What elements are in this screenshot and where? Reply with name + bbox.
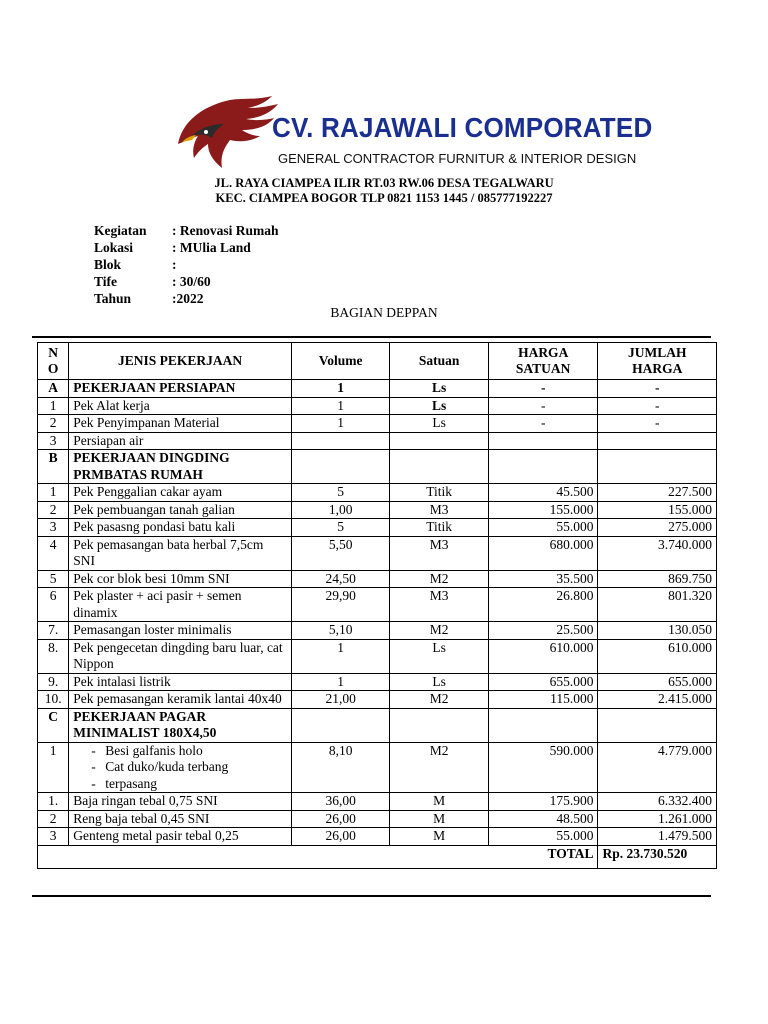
row-unit: M3: [390, 536, 488, 570]
row-no: 6: [38, 588, 69, 622]
info-row-kegiatan: [94, 222, 279, 239]
row-no: 8.: [38, 639, 69, 673]
header-no: N O: [38, 343, 69, 380]
info-label: Lokasi: [94, 240, 134, 255]
row-volume: 36,00: [291, 793, 390, 811]
row-unit-price: 680.000: [488, 536, 598, 570]
row-unit: Titik: [390, 519, 488, 537]
row-unit-price: [488, 432, 598, 450]
table-row: [38, 484, 717, 502]
row-no: 1.: [38, 793, 69, 811]
row-job: Pek pasasng pondasi batu kali: [69, 519, 292, 537]
row-job: Pek Penyimpanan Material: [69, 415, 292, 433]
row-volume: 26,00: [291, 828, 390, 846]
row-total-price: -: [598, 415, 717, 433]
row-no: 1: [38, 742, 69, 793]
row-job: Pek Penggalian cakar ayam: [69, 484, 292, 502]
company-logo: [172, 92, 282, 172]
row-job: Pek pembuangan tanah galian: [69, 501, 292, 519]
row-unit-price: 55.000: [488, 828, 598, 846]
row-job: PEKERJAAN PERSIAPAN: [69, 380, 292, 398]
info-value: :: [172, 257, 177, 272]
row-no: 2: [38, 415, 69, 433]
sub-item: - Cat duko/kuda terbang: [91, 759, 287, 776]
row-unit-price: 655.000: [488, 673, 598, 691]
row-job: Reng baja tebal 0,45 SNI: [69, 810, 292, 828]
row-total-price: 801.320: [598, 588, 717, 622]
row-unit: [390, 450, 488, 484]
row-job: Persiapan air: [69, 432, 292, 450]
row-no: B: [38, 450, 69, 484]
total-value: Rp. 23.730.520: [598, 845, 717, 868]
row-no: C: [38, 708, 69, 742]
header-unit-price: HARGA SATUAN: [488, 343, 598, 380]
table-row: [38, 810, 717, 828]
row-job: Genteng metal pasir tebal 0,25: [69, 828, 292, 846]
row-unit-price: 115.000: [488, 691, 598, 709]
row-volume: 5: [291, 519, 390, 537]
section-title: BAGIAN DEPPAN: [330, 305, 438, 320]
table-row: [38, 432, 717, 450]
row-unit: M2: [390, 742, 488, 793]
table-row: [38, 793, 717, 811]
row-no: 1: [38, 397, 69, 415]
row-total-price: 1.261.000: [598, 810, 717, 828]
table-row: [38, 828, 717, 846]
table-row: [38, 622, 717, 640]
row-unit: M: [390, 810, 488, 828]
row-unit: Ls: [390, 415, 488, 433]
row-job: [69, 742, 292, 793]
table-body: [38, 380, 717, 846]
row-total-price: [598, 450, 717, 484]
row-volume: 21,00: [291, 691, 390, 709]
row-unit-price: -: [488, 415, 598, 433]
info-value: :2022: [172, 291, 204, 306]
row-no: 2: [38, 810, 69, 828]
row-no: 2: [38, 501, 69, 519]
row-job: Pek pemasangan keramik lantai 40x40: [69, 691, 292, 709]
row-unit-price: 25.500: [488, 622, 598, 640]
row-job: Pek intalasi listrik: [69, 673, 292, 691]
row-unit: Ls: [390, 639, 488, 673]
row-volume: 1: [291, 415, 390, 433]
info-row-blok: [94, 256, 279, 273]
row-unit-price: [488, 450, 598, 484]
row-no: 7.: [38, 622, 69, 640]
row-unit-price: 48.500: [488, 810, 598, 828]
row-volume: 24,50: [291, 570, 390, 588]
row-no: 5: [38, 570, 69, 588]
row-no: 10.: [38, 691, 69, 709]
row-unit-price: [488, 708, 598, 742]
boq-table: [37, 342, 717, 869]
info-row-tife: [94, 273, 279, 290]
table-row: [38, 501, 717, 519]
row-job: Pemasangan loster minimalis: [69, 622, 292, 640]
table-row: [38, 415, 717, 433]
table-row: [38, 397, 717, 415]
header-job: JENIS PEKERJAAN: [69, 343, 292, 380]
row-job: Pek cor blok besi 10mm SNI: [69, 570, 292, 588]
header-volume: Volume: [291, 343, 390, 380]
row-unit: M2: [390, 570, 488, 588]
row-total-price: -: [598, 380, 717, 398]
row-total-price: 130.050: [598, 622, 717, 640]
row-total-price: 610.000: [598, 639, 717, 673]
row-unit: Ls: [390, 673, 488, 691]
info-label: Tahun: [94, 291, 132, 306]
table-row: [38, 519, 717, 537]
table-header-row: [38, 343, 717, 380]
row-job: Pek plaster + aci pasir + semen dinamix: [69, 588, 292, 622]
row-total-price: [598, 708, 717, 742]
row-total-price: 227.500: [598, 484, 717, 502]
row-volume: [291, 450, 390, 484]
row-no: 3: [38, 432, 69, 450]
table-row: [38, 742, 717, 793]
row-unit-price: 45.500: [488, 484, 598, 502]
info-row-lokasi: [94, 239, 279, 256]
row-unit-price: 55.000: [488, 519, 598, 537]
row-total-price: 2.415.000: [598, 691, 717, 709]
row-volume: 1: [291, 639, 390, 673]
row-total-price: 275.000: [598, 519, 717, 537]
table-row: [38, 570, 717, 588]
table-bottom-rule: [32, 895, 711, 897]
row-job: Pek Alat kerja: [69, 397, 292, 415]
table-section-row: [38, 708, 717, 742]
row-total-price: 155.000: [598, 501, 717, 519]
row-total-price: [598, 432, 717, 450]
sub-item-list: [73, 743, 287, 793]
row-no: 1: [38, 484, 69, 502]
row-volume: 1: [291, 673, 390, 691]
row-total-price: 655.000: [598, 673, 717, 691]
row-unit: Ls: [390, 397, 488, 415]
row-unit-price: 155.000: [488, 501, 598, 519]
row-unit: M2: [390, 622, 488, 640]
row-job: Pek pengecetan dingding baru luar, cat Nippon: [69, 639, 292, 673]
row-volume: 1,00: [291, 501, 390, 519]
row-job: PEKERJAAN PAGAR MINIMALIST 180X4,50: [69, 708, 292, 742]
row-no: 4: [38, 536, 69, 570]
table-row: [38, 536, 717, 570]
row-unit: Titik: [390, 484, 488, 502]
row-volume: 1: [291, 397, 390, 415]
table-section-row: [38, 450, 717, 484]
row-job: Pek pemasangan bata herbal 7,5cm SNI: [69, 536, 292, 570]
info-label: Blok: [94, 257, 122, 272]
row-total-price: -: [598, 397, 717, 415]
row-total-price: 869.750: [598, 570, 717, 588]
row-no: 3: [38, 519, 69, 537]
info-label: Kegiatan: [94, 223, 147, 238]
row-unit: M: [390, 828, 488, 846]
header-total-price: JUMLAH HARGA: [598, 343, 717, 380]
table-row: [38, 588, 717, 622]
row-no: A: [38, 380, 69, 398]
row-volume: 1: [291, 380, 390, 398]
row-unit-price: -: [488, 397, 598, 415]
eagle-icon: [172, 92, 282, 172]
table-row: [38, 639, 717, 673]
row-total-price: 4.779.000: [598, 742, 717, 793]
row-volume: 5: [291, 484, 390, 502]
info-value: : Renovasi Rumah: [172, 223, 279, 238]
row-unit-price: -: [488, 380, 598, 398]
row-unit: M3: [390, 588, 488, 622]
table-row: [38, 673, 717, 691]
row-unit: M: [390, 793, 488, 811]
row-no: 9.: [38, 673, 69, 691]
row-total-price: 3.740.000: [598, 536, 717, 570]
row-total-price: 6.332.400: [598, 793, 717, 811]
row-volume: 29,90: [291, 588, 390, 622]
row-unit-price: 590.000: [488, 742, 598, 793]
row-volume: [291, 432, 390, 450]
project-info: [94, 222, 279, 307]
company-subtitle: GENERAL CONTRACTOR FURNITUR & INTERIOR DESIGN: [278, 151, 637, 166]
address-line-2: KEC. CIAMPEA BOGOR TLP 0821 1153 1445 / 085777192227: [215, 191, 553, 205]
info-value: : MUlia Land: [172, 240, 251, 255]
address-line-1: JL. RAYA CIAMPEA ILIR RT.03 RW.06 DESA TEGALWARU: [214, 176, 554, 190]
row-job: Baja ringan tebal 0,75 SNI: [69, 793, 292, 811]
row-job: PEKERJAAN DINGDING PRMBATAS RUMAH: [69, 450, 292, 484]
info-label: Tife: [94, 274, 117, 289]
total-label: TOTAL: [38, 845, 598, 868]
row-no: 3: [38, 828, 69, 846]
header-unit: Satuan: [390, 343, 488, 380]
row-unit-price: 35.500: [488, 570, 598, 588]
table-row: [38, 691, 717, 709]
row-unit: Ls: [390, 380, 488, 398]
row-volume: 26,00: [291, 810, 390, 828]
row-unit-price: 610.000: [488, 639, 598, 673]
table-top-rule: [32, 336, 711, 338]
sub-item: - Besi galfanis holo: [91, 743, 287, 760]
sub-item: - terpasang: [91, 776, 287, 793]
company-name: CV. RAJAWALI COMPORATED: [272, 112, 653, 143]
total-row: [38, 845, 717, 868]
row-unit: M2: [390, 691, 488, 709]
row-unit-price: 175.900: [488, 793, 598, 811]
row-unit-price: 26.800: [488, 588, 598, 622]
row-volume: [291, 708, 390, 742]
table-section-row: [38, 380, 717, 398]
row-volume: 5,10: [291, 622, 390, 640]
row-unit: [390, 432, 488, 450]
row-volume: 8,10: [291, 742, 390, 793]
row-unit: M3: [390, 501, 488, 519]
row-total-price: 1.479.500: [598, 828, 717, 846]
row-volume: 5,50: [291, 536, 390, 570]
info-value: : 30/60: [172, 274, 211, 289]
row-unit: [390, 708, 488, 742]
